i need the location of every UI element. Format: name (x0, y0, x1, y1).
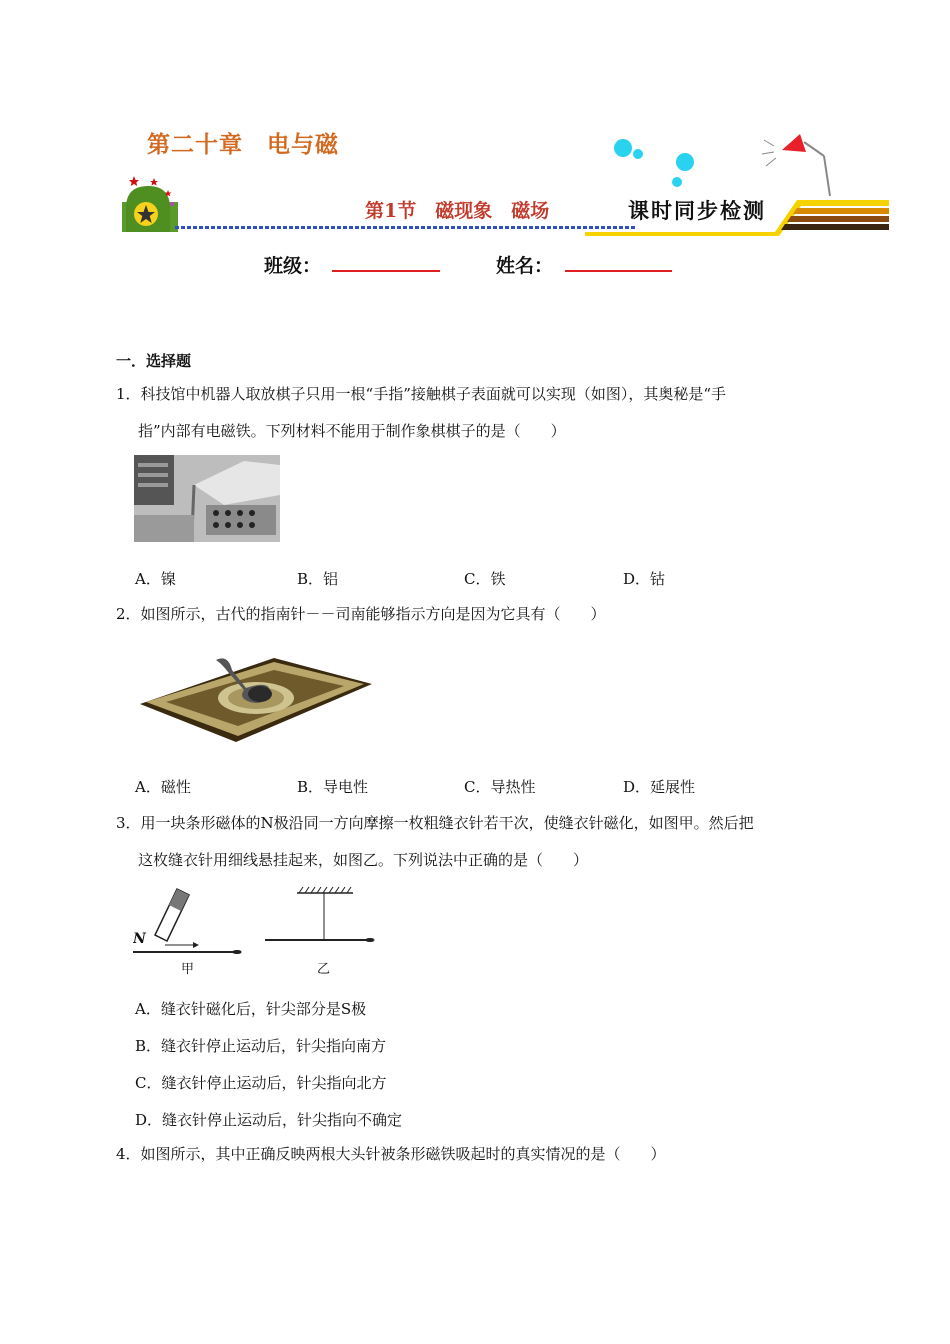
question-1-line-1: 1．科技馆中机器人取放棋子只用一根“手指”接触棋子表面就可以实现（如图），其奥秘是“手 (116, 385, 727, 403)
question-2-line-1: 2．如图所示，古代的指南针－－司南能够指示方向是因为它具有（ ） (116, 605, 606, 623)
question-1-option-c[interactable]: C．铁 (464, 570, 506, 588)
question-1-option-a[interactable]: A．镍 (135, 570, 176, 588)
figure-label-n: N (133, 931, 146, 947)
question-4-line-1: 4．如图所示，其中正确反映两根大头针被条形磁铁吸起时的真实情况的是（ ） (116, 1145, 666, 1163)
question-3-option-a[interactable]: A．缝衣针磁化后，针尖部分是S极 (135, 1000, 367, 1018)
question-1-line-2: 指”内部有电磁铁。下列材料不能用于制作象棋棋子的是（ ） (138, 422, 566, 440)
desk-lamp-icon (760, 128, 840, 198)
sinan-compass-photo (136, 640, 376, 746)
figure-label-yi: 乙 (317, 962, 331, 977)
star-badge-icon (120, 172, 182, 234)
question-3-option-c[interactable]: C．缝衣针停止运动后，针尖指向北方 (135, 1074, 387, 1092)
banner-divider (175, 226, 635, 229)
question-1-option-b[interactable]: B．铝 (297, 570, 339, 588)
question-1-option-d[interactable]: D．钴 (623, 570, 666, 588)
question-3-line-1: 3．用一块条形磁体的N极沿同一方向摩擦一枚粗缝衣针若干次，使缝衣针磁化，如图甲。然后把 (116, 814, 754, 832)
name-label: 姓名： (496, 255, 554, 277)
question-3-line-2: 这枚缝衣针用细线悬挂起来，如图乙。下列说法中正确的是（ ） (138, 851, 589, 869)
chapter-title: 第二十章 电与磁 (147, 131, 339, 158)
question-2 (116, 596, 836, 633)
class-field[interactable] (332, 270, 440, 272)
question-1 (116, 376, 836, 450)
question-2-option-c[interactable]: C．导热性 (464, 778, 536, 796)
decorative-bubbles-icon (605, 130, 705, 190)
question-4 (116, 1136, 836, 1173)
question-3 (116, 805, 836, 879)
section-heading: 一．选择题 (116, 352, 192, 370)
question-2-option-d[interactable]: D．延展性 (623, 778, 696, 796)
sync-test-label: 课时同步检测 (628, 198, 766, 223)
figure-label-jia: 甲 (181, 962, 195, 977)
question-3-option-d[interactable]: D．缝衣针停止运动后，针尖指向不确定 (135, 1111, 403, 1129)
question-2-option-b[interactable]: B．导电性 (297, 778, 369, 796)
question-3-option-b[interactable]: B．缝衣针停止运动后，针尖指向南方 (135, 1037, 387, 1055)
class-label: 班级： (264, 255, 322, 277)
robot-chess-photo (134, 455, 280, 542)
magnet-needle-diagram (133, 885, 378, 980)
section-title: 第1节 磁现象 磁场 (365, 200, 550, 222)
question-2-option-a[interactable]: A．磁性 (135, 778, 191, 796)
name-field[interactable] (565, 270, 672, 272)
